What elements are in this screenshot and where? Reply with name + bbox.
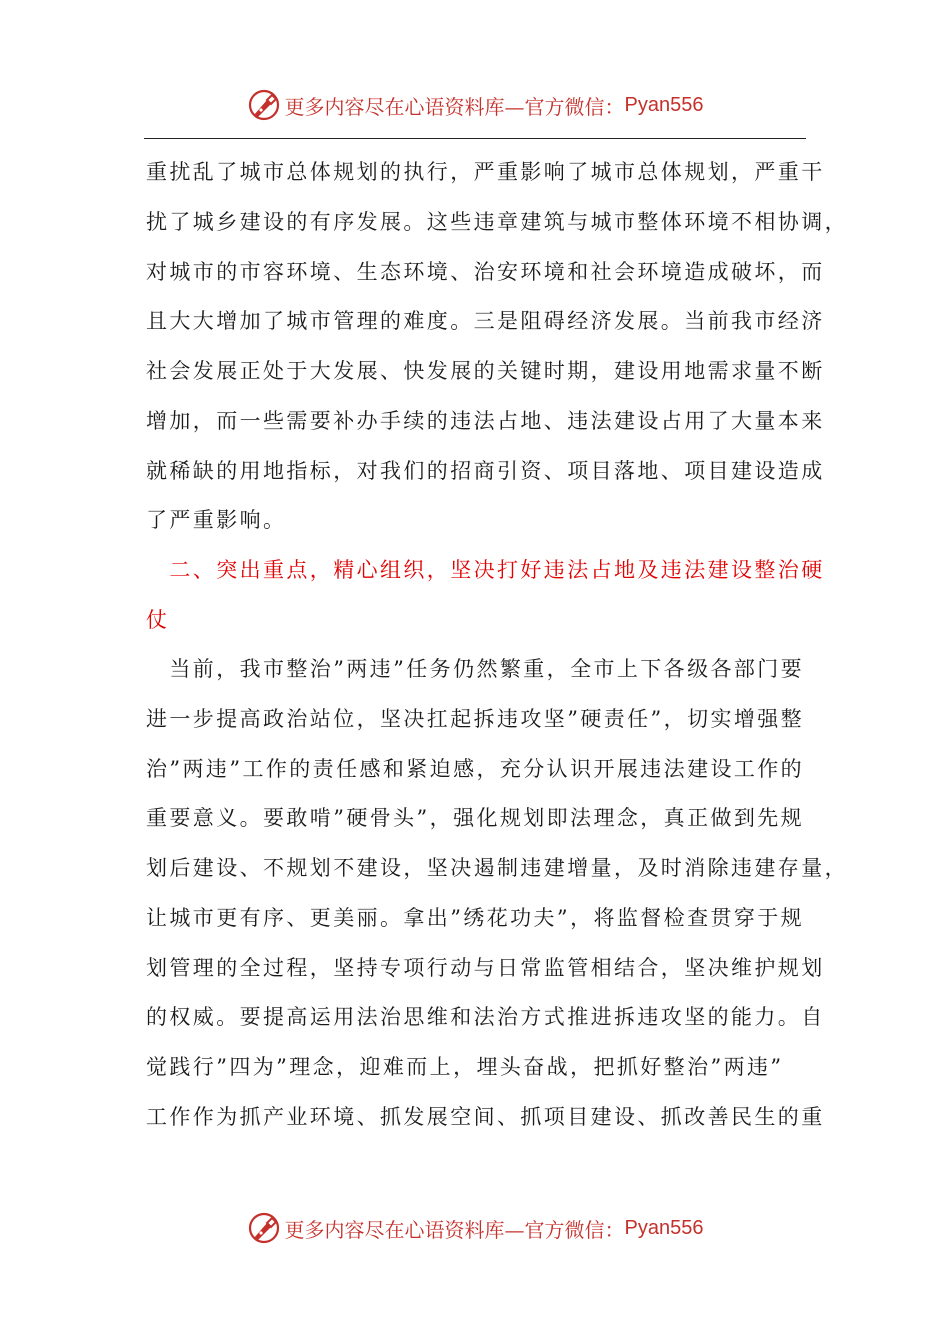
header-divider — [144, 138, 806, 139]
text-line: 对城市的市容环境、生态环境、治安环境和社会环境造成破坏，而 — [146, 260, 825, 284]
text-line: 社会发展正处于大发展、快发展的关键时期，建设用地需求量不断 — [146, 359, 825, 383]
banner-text: 更多内容尽在心语资料库—官方微信： — [284, 94, 625, 119]
text-line: 工作作为抓产业环境、抓发展空间、抓项目建设、抓改善民生的重 — [146, 1105, 825, 1129]
header-banner — [0, 85, 950, 125]
text-line: 让城市更有序、更美丽。拿出”绣花功夫”，将监督检查贯穿于规 — [146, 906, 805, 930]
text-line: 进一步提高政治站位，坚决扛起拆违攻坚”硬责任”，切实增强整 — [146, 707, 805, 731]
section-heading-cont: 仗 — [146, 608, 170, 632]
text-line: 当前，我市整治”两违”任务仍然繁重，全市上下各级各部门要 — [146, 657, 805, 681]
text-line: 了严重影响。 — [146, 508, 287, 532]
text-line: 增加，而一些需要补办手续的违法占地、违法建设占用了大量本来 — [146, 409, 825, 433]
banner-text: 更多内容尽在心语资料库—官方微信： — [284, 1217, 625, 1242]
text-line: 划管理的全过程，坚持专项行动与日常监管相结合，坚决维护规划 — [146, 956, 825, 980]
pen-nib-logo-icon — [247, 1211, 281, 1245]
text-line: 的权威。要提高运用法治思维和法治方式推进拆违攻坚的能力。自 — [146, 1005, 825, 1029]
pen-nib-logo-icon — [247, 88, 281, 122]
text-line: 重要意义。要敢啃”硬骨头”，强化规划即法理念，真正做到先规 — [146, 806, 805, 830]
text-line: 重扰乱了城市总体规划的执行，严重影响了城市总体规划，严重干 — [146, 160, 825, 184]
text-line: 且大大增加了城市管理的难度。三是阻碍经济发展。当前我市经济 — [146, 309, 825, 333]
footer-banner — [0, 1208, 950, 1248]
text-line: 就稀缺的用地指标，对我们的招商引资、项目落地、项目建设造成 — [146, 459, 825, 483]
text-line: 扰了城乡建设的有序发展。这些违章建筑与城市整体环境不相协调， — [146, 210, 848, 234]
banner-wechat-id: Pyan556 — [624, 1216, 704, 1239]
text-line: 治”两违”工作的责任感和紧迫感，充分认识开展违法建设工作的 — [146, 757, 805, 781]
banner-wechat-id: Pyan556 — [624, 93, 704, 116]
text-line: 划后建设、不规划不建设，坚决遏制违建增量，及时消除违建存量， — [146, 856, 848, 880]
section-heading: 二、突出重点，精心组织，坚决打好违法占地及违法建设整治硬 — [146, 558, 825, 582]
text-line: 觉践行”四为”理念，迎难而上，埋头奋战，把抓好整治”两违” — [146, 1055, 784, 1079]
